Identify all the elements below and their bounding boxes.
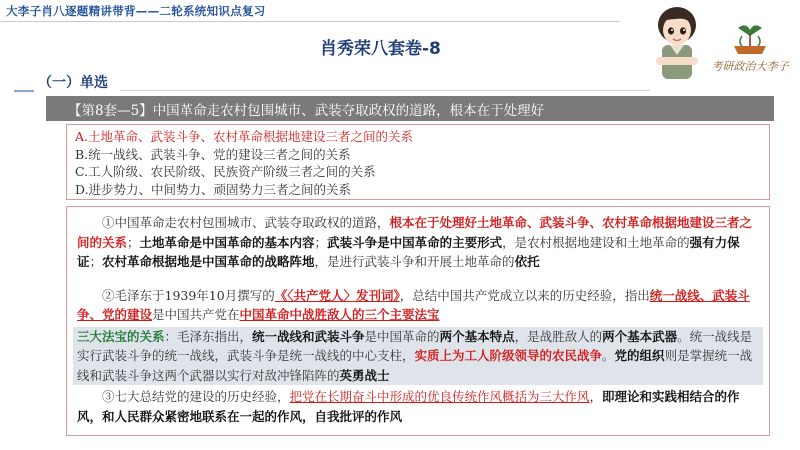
header-divider bbox=[0, 21, 620, 22]
section-label: （一）单选 bbox=[38, 75, 108, 91]
analysis-paragraph-4: ③七大总结党的建设的历史经验，把党在长期奋斗中形成的优良传统作风概括为三大作风，即理论和实践相结合的作风，和人民群众紧密地联系在一起的作风，自我批评的作风 bbox=[77, 389, 740, 424]
option-c: C.工人阶级、农民阶级、民族资产阶级三者之间的关系 bbox=[75, 164, 376, 179]
slide-title: 肖秀荣八套卷-8 bbox=[320, 39, 441, 59]
analysis-box bbox=[66, 206, 770, 436]
section-accent-line bbox=[14, 90, 34, 92]
relationship-label: 三大法宝的关系 bbox=[77, 328, 165, 344]
brand-logo bbox=[704, 24, 796, 76]
analysis-paragraph-1: ①中国革命走农村包围城市、武装夺取政权的道路，根本在于处理好土地革命、武装斗争、农村革命根据地建设三者之间的关系；土地革命是中国革命的基本内容；武装斗争是中国革命的主要形式，是农村根据地建设和土地革命的强有力保证；农村革命根据地是中国革命的战略阵地，是进行武装斗争和开展土地革命的依托 bbox=[77, 215, 753, 269]
option-a: A.土地革命、武装斗争、农村革命根据地建设三者之间的关系 bbox=[75, 129, 414, 144]
avatar-illustration bbox=[648, 3, 706, 79]
option-d: D.进步势力、中间势力、顽固势力三者之间的关系 bbox=[75, 181, 352, 197]
header-title: 大李子肖八逐题精讲带背——二轮系统知识点复习 bbox=[6, 4, 266, 18]
analysis-paragraph-2: ②毛泽东于1939年10月撰写的《〈共产党人〉发刊词》，总结中国共产党成立以来的历史经验，指出统一战线、武装斗争、党的建设是中国共产党在中国革命中战胜敌人的三个主要法宝 bbox=[77, 287, 750, 322]
section-divider bbox=[120, 90, 650, 91]
question-text: 中国革命走农村包围城市、武装夺取政权的道路，根本在于处理好 bbox=[152, 103, 545, 119]
option-b: B.统一战线、武装斗争、党的建设三者之间的关系 bbox=[75, 146, 351, 162]
question-bar bbox=[46, 96, 774, 121]
analysis-paragraph-3: 三大法宝的关系：毛泽东指出，统一战线和武装斗争是中国革命的两个基本特点，是战胜敌人的两个基本武器。统一战线是实行武装斗争的统一战线，武装斗争是统一战线的中心支柱，实质上为工人阶级领导的农民战争。党的组织则是掌握统一战线和武装斗争这两个武器以实行对敌冲锋陷阵的英勇战士 bbox=[77, 327, 759, 386]
brand-logo-text: 考研政治大李子 bbox=[711, 60, 789, 73]
options-box bbox=[66, 124, 770, 200]
question-tag: 【第8套—5】 bbox=[68, 103, 153, 119]
